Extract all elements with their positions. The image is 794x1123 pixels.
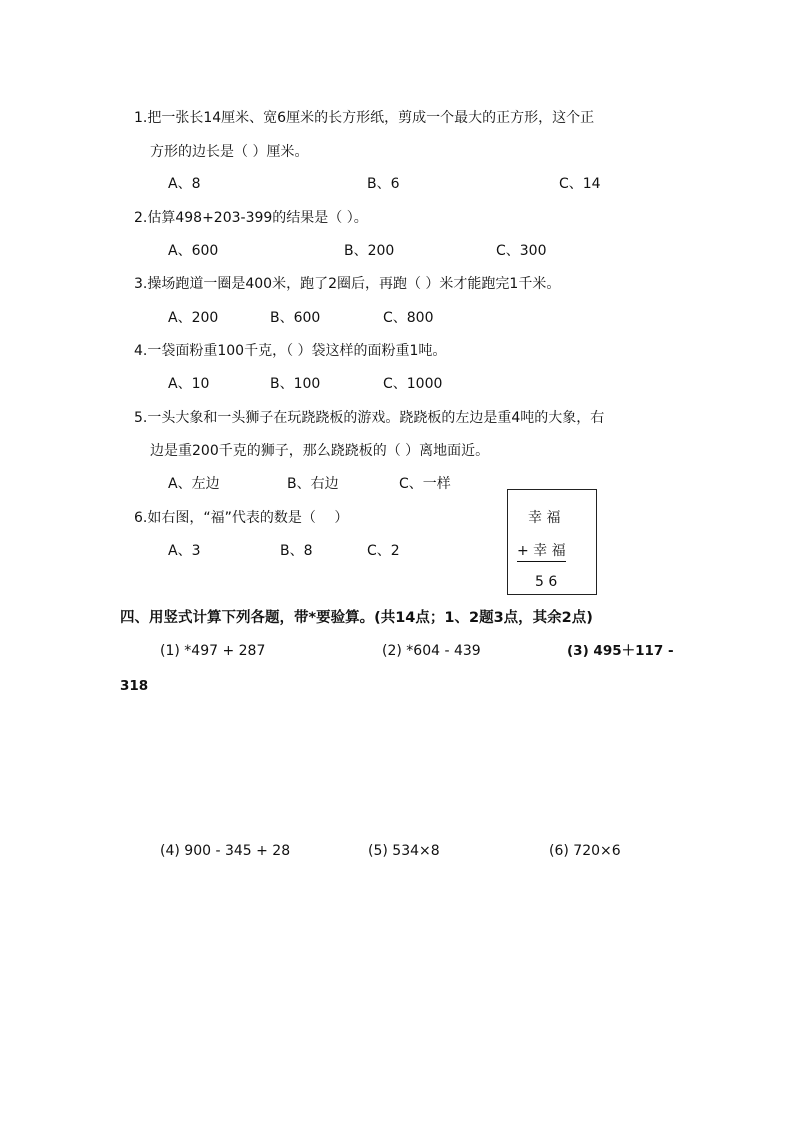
calc-item-2: (2) *604 - 439 (382, 643, 481, 659)
question-1-option-a: A、8 (168, 176, 201, 192)
question-5-text: 5.一头大象和一头狮子在玩跷跷板的游戏。跷跷板的左边是重4吨的大象，右 (134, 410, 605, 426)
calc-item-4: (4) 900 - 345 + 28 (160, 843, 291, 859)
addition-puzzle-figure (507, 489, 597, 595)
question-3-option-a: A、200 (168, 310, 219, 326)
question-5-option-c: C、一样 (399, 476, 451, 492)
puzzle-row-2: + 幸 福 (517, 543, 566, 562)
calc-item-5: (5) 534×8 (368, 843, 440, 859)
calc-item-6: (6) 720×6 (549, 843, 621, 859)
question-3-text: 3.操场跑道一圈是400米，跑了2圈后，再跑（ ）米才能跑完1千米。 (134, 276, 561, 292)
question-2-option-b: B、200 (344, 243, 395, 259)
question-5-option-a: A、左边 (168, 476, 220, 492)
calc-item-3: (3) 495＋117 - (567, 643, 674, 659)
question-4-text: 4.一袋面粉重100千克，（ ）袋这样的面粉重1吨。 (134, 343, 447, 359)
question-4-option-c: C、1000 (383, 376, 443, 392)
question-6-option-c: C、2 (367, 543, 400, 559)
section-4-heading: 四、用竖式计算下列各题，带*要验算。(共14点；1、2题3点，其余2点) (120, 610, 593, 626)
puzzle-sum-row: 5 6 (535, 574, 558, 590)
question-4-option-b: B、100 (270, 376, 321, 392)
question-6-option-a: A、3 (168, 543, 201, 559)
calc-item-1: (1) *497 + 287 (160, 643, 266, 659)
question-4-option-a: A、10 (168, 376, 210, 392)
question-1-option-b: B、6 (367, 176, 400, 192)
calc-item-3-cont: 318 (120, 678, 149, 694)
question-6-text: 6.如右图，“福”代表的数是（ ） (134, 510, 349, 526)
question-5-option-b: B、右边 (287, 476, 339, 492)
question-6-option-b: B、8 (280, 543, 313, 559)
question-1-text: 1.把一张长14厘米、宽6厘米的长方形纸，剪成一个最大的正方形，这个正 (134, 110, 595, 126)
question-2-option-c: C、300 (496, 243, 547, 259)
question-3-option-c: C、800 (383, 310, 434, 326)
question-1-text-cont: 方形的边长是（ ）厘米。 (150, 144, 309, 160)
question-2-option-a: A、600 (168, 243, 219, 259)
question-5-text-cont: 边是重200千克的狮子，那么跷跷板的（ ）离地面近。 (150, 443, 490, 459)
question-1-option-c: C、14 (559, 176, 601, 192)
puzzle-row-1: 幸 福 (528, 510, 561, 526)
question-2-text: 2.估算498+203-399的结果是（ ）。 (134, 210, 368, 226)
question-3-option-b: B、600 (270, 310, 321, 326)
